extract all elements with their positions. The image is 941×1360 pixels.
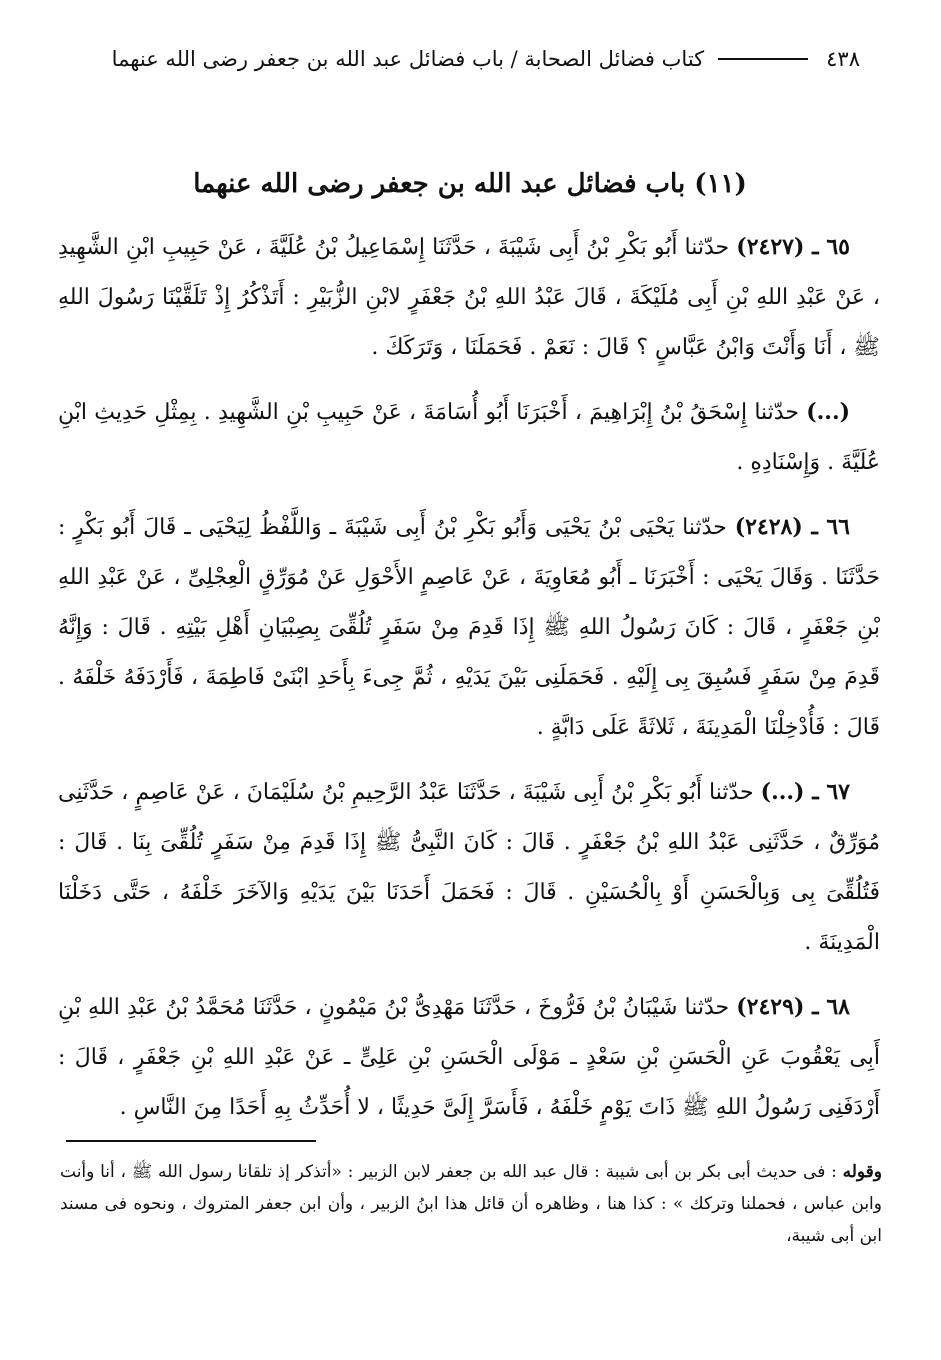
hadith-body — [58, 222, 880, 1147]
hadith-text: حدّثنا أَبُو بَكْرِ بْنُ أَبِى شَيْبَةَ ، حَدَّثَنَا إِسْمَاعِيلُ بْنُ عُلَيَّةَ ، عَنْ حَبِيبِ ابْنِ الشَّهِيدِ ، عَنْ عَبْدِ اللهِ بْنِ أَبِى مُلَيْكَةَ ، قَالَ عَبْدُ اللهِ بْنُ جَعْفَرٍ لابْنِ الزُّبَيْرِ : أَتَذْكُرُ إِذْ تَلَقَّيْنَا رَسُولَ اللهِ ﷺ ، أَنَا وَأَنْتَ وَابْنُ عَبَّاسٍ ؟ قَالَ : نَعَمْ . فَحَمَلَنَا ، وَتَرَكَكَ . — [58, 235, 880, 360]
hadith-paragraph — [58, 982, 880, 1133]
hadith-paragraph — [58, 222, 880, 373]
footnote-separator — [66, 1140, 316, 1142]
hadith-number: ٦٨ ـ (٢٤٢٩) — [736, 994, 850, 1020]
chapter-title: (١١) باب فضائل عبد الله بن جعفر رضى الله عنهما — [193, 169, 747, 199]
hadith-paragraph — [58, 387, 880, 488]
hadith-text: حدّثنا يَحْيَى بْنُ يَحْيَى وَأَبُو بَكْرِ بْنُ أَبِى شَيْبَةَ ـ وَاللَّفْظُ لِيَحْيَى ـ قَالَ أَبُو بَكْرٍ : حَدَّثَنَا . وَقَالَ يَحْيَى : أَخْبَرَنَا ـ أَبُو مُعَاوِيَةَ ، عَنْ عَاصِمٍ الأَحْوَلِ عَنْ مُوَرِّقٍ الْعِجْلِىِّ ، عَنْ عَبْدِ اللهِ بْنِ جَعْفَرٍ ، قَالَ : كَانَ رَسُولُ اللهِ ﷺ إِذَا قَدِمَ مِنْ سَفَرٍ تُلُقِّىَ بِصِبْيَانِ أَهْلِ بَيْتِهِ . قَالَ : وَإِنَّهُ قَدِمَ مِنْ سَفَرٍ فَسُبِقَ بِى إِلَيْهِ . فَحَمَلَنِى بَيْنَ يَدَيْهِ ، ثُمَّ جِىءَ بِأَحَدِ ابْنَىْ فَاطِمَةَ ، فَأَرْدَفَهُ خَلْفَهُ . قَالَ : فَأُدْخِلْنَا الْمَدِينَةَ ، ثَلاثَةً عَلَى دَابَّةٍ . — [58, 515, 880, 740]
hadith-number: ٦٦ ـ (٢٤٢٨) — [734, 514, 850, 540]
running-header — [60, 44, 860, 74]
footnote — [60, 1156, 882, 1252]
running-title: كتاب فضائل الصحابة / باب فضائل عبد الله بن جعفر رضى الله عنهما — [111, 47, 705, 71]
hadith-number: ٦٥ ـ (٢٤٢٧) — [736, 234, 850, 260]
header-rule — [718, 58, 808, 60]
footnote-text: : فى حديث أبى بكر بن أبى شيبة : قال عبد الله بن جعفر لابن الزبير : «أتذكر إذ تلقانا رسول الله ﷺ ، أنا وأنت وابن عباس ، فحملنا وتركك » : كذا هنا ، وظاهره أن قائل هذا ابنُ الزبير ، وأن ابن جعفر المتروك ، ونحوه فى مسند ابن أبى شيبة، — [60, 1162, 882, 1246]
page-number: ٤٣٨ — [826, 47, 860, 71]
hadith-paragraph — [58, 767, 880, 968]
hadith-text: حدّثنا إِسْحَقُ بْنُ إِبْرَاهِيمَ ، أَخْبَرَنَا أَبُو أُسَامَةَ ، عَنْ حَبِيبِ بْنِ الشَّهِيدِ . بِمِثْلِ حَدِيثِ ابْنِ عُلَيَّةَ . وَإِسْنَادِهِ . — [58, 400, 880, 475]
hadith-paragraph — [58, 502, 880, 753]
footnote-lead: وقوله — [842, 1162, 882, 1182]
hadith-number: ٦٧ ـ (...) — [760, 779, 850, 805]
hadith-text: حدّثنا شَيْبَانُ بْنُ فَرُّوخَ ، حَدَّثَنَا مَهْدِىُّ بْنُ مَيْمُونٍ ، حَدَّثَنَا مُحَمَّدُ بْنُ عَبْدِ اللهِ بْنِ أَبِى يَعْقُوبَ عَنِ الْحَسَنِ بْنِ سَعْدٍ ـ مَوْلَى الْحَسَنِ بْنِ عَلِىٍّ ـ عَنْ عَبْدِ اللهِ بْنِ جَعْفَرٍ ، قَالَ : أَرْدَفَنِى رَسُولُ اللهِ ﷺ ذَاتَ يَوْمٍ خَلْفَهُ ، فَأَسَرَّ إِلَىَّ حَدِيثًا ، لا أُحَدِّثُ بِهِ أَحَدًا مِنَ النَّاسِ . — [58, 995, 880, 1120]
hadith-number: (...) — [806, 399, 851, 425]
hadith-text: حدّثنا أَبُو بَكْرِ بْنُ أَبِى شَيْبَةَ ، حَدَّثَنَا عَبْدُ الرَّحِيمِ بْنُ سُلَيْمَانَ ، عَنْ عَاصِمٍ ، حَدَّثَنِى مُوَرِّقٌ ، حَدَّثَنِى عَبْدُ اللهِ بْنُ جَعْفَرٍ . قَالَ : كَانَ النَّبِىُّ ﷺ إِذَا قَدِمَ مِنْ سَفَرٍ تُلُقِّىَ بِنَا . قَالَ : فَتُلُقِّىَ بِى وَبِالْحَسَنِ أَوْ بِالْحُسَيْنِ . قَالَ : فَحَمَلَ أَحَدَنَا بَيْنَ يَدَيْهِ وَالآخَرَ خَلْفَهُ ، حَتَّى دَخَلْنَا الْمَدِينَةَ . — [58, 780, 881, 955]
